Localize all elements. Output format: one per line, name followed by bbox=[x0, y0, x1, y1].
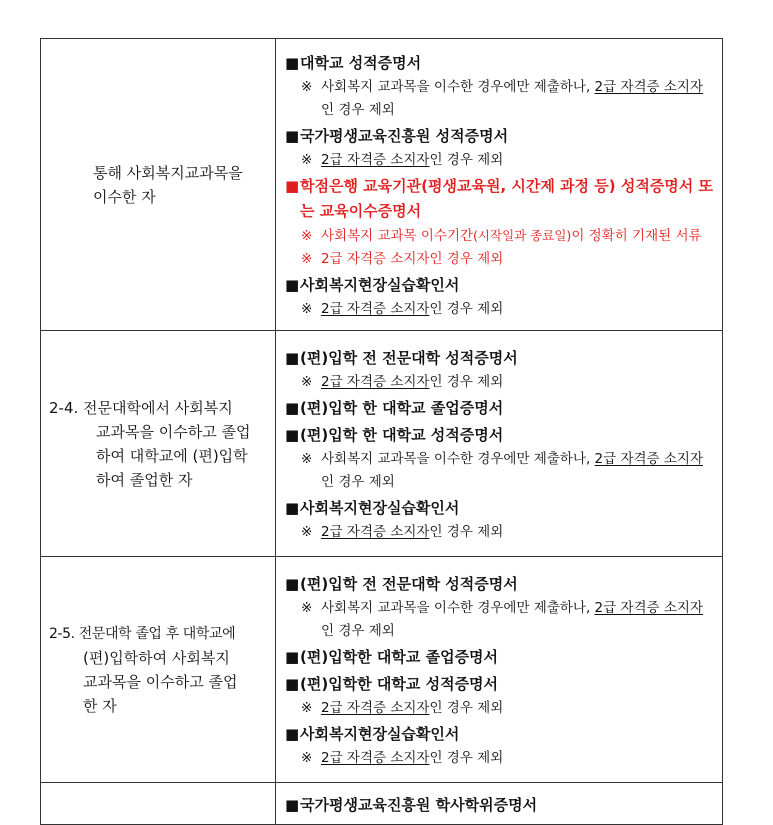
document-note: ※ 2급 자격증 소지자인 경우 제외 bbox=[285, 371, 716, 394]
document-item: ■사회복지현장실습확인서 bbox=[285, 273, 716, 298]
category-line: 하여 졸업한 자 bbox=[96, 470, 193, 489]
document-item: ■(편)입학 한 대학교 졸업증명서 bbox=[285, 396, 716, 421]
document-item: ■국가평생교육진흥원 학사학위증명서 bbox=[285, 793, 716, 818]
bullet-icon: ■ bbox=[285, 348, 300, 367]
category-line: 교과목을 이수하고 졸업 bbox=[96, 422, 251, 441]
category-cell bbox=[41, 331, 276, 557]
category-cell bbox=[41, 783, 276, 825]
bullet-icon: ■ bbox=[285, 647, 300, 666]
document-item: ■(편)입학한 대학교 성적증명서 bbox=[285, 672, 716, 697]
reference-mark-icon: ※ bbox=[301, 250, 313, 267]
document-note: ※ 2급 자격증 소지자인 경우 제외 bbox=[285, 149, 716, 172]
documents-cell bbox=[276, 39, 723, 331]
category-line: 한 자 bbox=[83, 696, 117, 715]
table-row bbox=[41, 557, 723, 783]
document-note-highlighted: ※ 2급 자격증 소지자인 경우 제외 bbox=[285, 248, 716, 271]
document-note: ※ 2급 자격증 소지자인 경우 제외 bbox=[285, 747, 716, 770]
document-note: ※ 2급 자격증 소지자인 경우 제외 bbox=[285, 298, 716, 321]
bullet-icon: ■ bbox=[285, 53, 300, 72]
category-line: 이수한 자 bbox=[93, 187, 156, 206]
document-item: ■(편)입학 전 전문대학 성적증명서 bbox=[285, 346, 716, 371]
bullet-icon: ■ bbox=[285, 176, 300, 195]
documents-cell bbox=[276, 783, 723, 825]
reference-mark-icon: ※ bbox=[301, 227, 313, 244]
reference-mark-icon: ※ bbox=[301, 151, 313, 168]
reference-mark-icon: ※ bbox=[301, 78, 313, 95]
bullet-icon: ■ bbox=[285, 724, 300, 743]
documents-cell bbox=[276, 557, 723, 783]
document-note-highlighted: ※ 사회복지 교과목 이수기간(시작일과 종료일)이 정확히 기재된 서류 bbox=[285, 224, 716, 248]
table-row-partial bbox=[41, 783, 723, 825]
bullet-icon: ■ bbox=[285, 126, 300, 145]
category-line: 2-4. 전문대학에서 사회복지 bbox=[49, 398, 233, 417]
document-item: ■(편)입학 한 대학교 성적증명서 bbox=[285, 423, 716, 448]
document-item: ■국가평생교육진흥원 성적증명서 bbox=[285, 124, 716, 149]
reference-mark-icon: ※ bbox=[301, 450, 313, 467]
category-line: (편)입학하여 사회복지 bbox=[83, 648, 230, 667]
bullet-icon: ■ bbox=[285, 425, 300, 444]
category-line: 하여 대학교에 (편)입학 bbox=[96, 446, 248, 465]
document-note: ※ 2급 자격증 소지자인 경우 제외 bbox=[285, 697, 716, 720]
document-item: ■(편)입학한 대학교 졸업증명서 bbox=[285, 645, 716, 670]
document-note: ※ 사회복지 교과목을 이수한 경우에만 제출하나, 2급 자격증 소지자인 경우 제외 bbox=[285, 597, 716, 643]
bullet-icon: ■ bbox=[285, 574, 300, 593]
document-item: ■(편)입학 전 전문대학 성적증명서 bbox=[285, 572, 716, 597]
document-item-highlighted: ■학점은행 교육기관(평생교육원, 시간제 과정 등) 성적증명서 또는 교육이수증명서 bbox=[285, 174, 716, 224]
category-line: 2-5. 전문대학 졸업 후 대학교에 bbox=[49, 625, 236, 642]
reference-mark-icon: ※ bbox=[301, 699, 313, 716]
category-line: 통해 사회복지교과목을 bbox=[93, 163, 243, 182]
bullet-icon: ■ bbox=[285, 674, 300, 693]
bullet-icon: ■ bbox=[285, 275, 300, 294]
document-note: ※ 2급 자격증 소지자인 경우 제외 bbox=[285, 521, 716, 544]
reference-mark-icon: ※ bbox=[301, 523, 313, 540]
bullet-icon: ■ bbox=[285, 498, 300, 517]
document-item: ■대학교 성적증명서 bbox=[285, 51, 716, 76]
bullet-icon: ■ bbox=[285, 398, 300, 417]
documents-cell bbox=[276, 331, 723, 557]
category-cell bbox=[41, 39, 276, 331]
category-cell bbox=[41, 557, 276, 783]
reference-mark-icon: ※ bbox=[301, 373, 313, 390]
table-row bbox=[41, 331, 723, 557]
document-note: ※ 사회복지 교과목을 이수한 경우에만 제출하나, 2급 자격증 소지자인 경우 제외 bbox=[285, 76, 716, 122]
category-line: 교과목을 이수하고 졸업 bbox=[83, 672, 238, 691]
reference-mark-icon: ※ bbox=[301, 300, 313, 317]
reference-mark-icon: ※ bbox=[301, 599, 313, 616]
document-item: ■사회복지현장실습확인서 bbox=[285, 496, 716, 521]
table-row bbox=[41, 39, 723, 331]
bullet-icon: ■ bbox=[285, 796, 300, 814]
document-note: ※ 사회복지 교과목을 이수한 경우에만 제출하나, 2급 자격증 소지자인 경우 제외 bbox=[285, 448, 716, 494]
reference-mark-icon: ※ bbox=[301, 749, 313, 766]
document-item: ■사회복지현장실습확인서 bbox=[285, 722, 716, 747]
requirements-table bbox=[40, 38, 723, 825]
